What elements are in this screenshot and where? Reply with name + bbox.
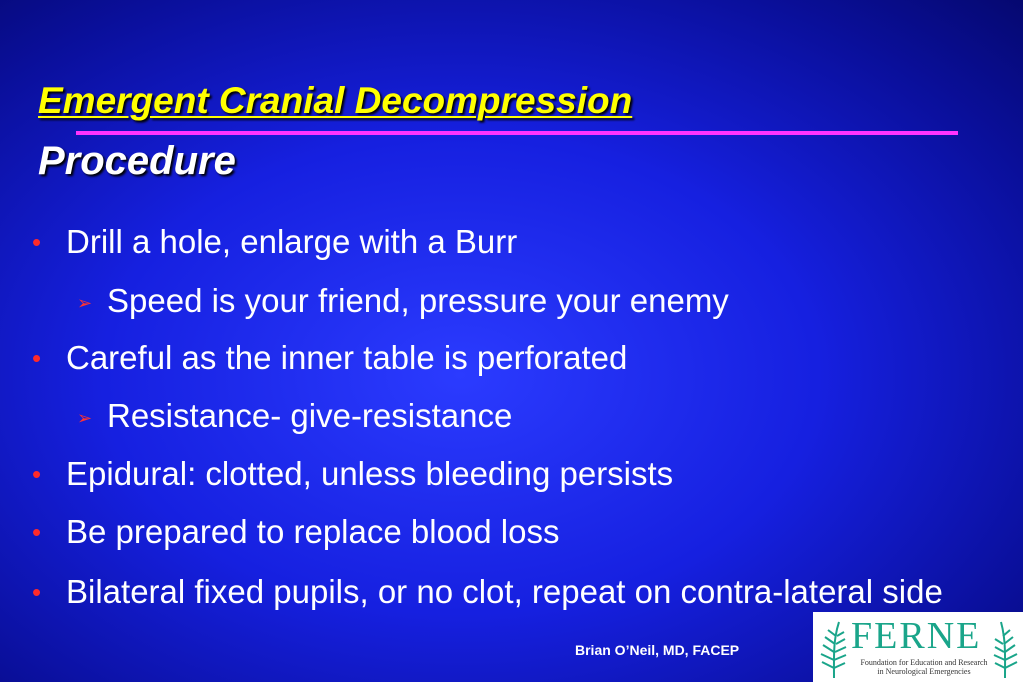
title-divider	[76, 131, 958, 135]
slide-subtitle: Procedure	[38, 139, 236, 183]
bullet-text: Epidural: clotted, unless bleeding persists	[66, 455, 674, 492]
logo-subtitle	[853, 658, 995, 676]
presenter-credit: Brian O’Neil, MD, FACEP	[575, 642, 740, 658]
bullet-marker: •	[32, 577, 42, 607]
bullet-marker: •	[32, 459, 42, 489]
bullet-item	[32, 338, 628, 378]
bullet-item	[32, 572, 986, 612]
bullet-text: Drill a hole, enlarge with a Burr	[66, 223, 518, 260]
bullet-text: Bilateral fixed pupils, or no clot, repeat on contra-lateral side	[66, 573, 943, 610]
logo-subtitle-line: Foundation for Education and Research	[860, 658, 988, 667]
arrow-bullet-icon: ➢	[77, 293, 93, 313]
fern-icon	[993, 618, 1021, 680]
sub-bullet-text: Resistance- give-resistance	[107, 397, 513, 434]
bullet-marker: •	[32, 517, 42, 547]
fern-icon	[817, 618, 851, 680]
bullet-text: Be prepared to replace blood loss	[66, 513, 560, 550]
slide-title: Emergent Cranial Decompression	[38, 80, 633, 121]
logo-subtitle-line: in Neurological Emergencies	[877, 667, 971, 676]
arrow-bullet-icon: ➢	[77, 408, 93, 428]
sub-bullet-item	[77, 281, 729, 321]
bullet-text: Careful as the inner table is perforated	[66, 339, 628, 376]
logo-wordmark: FERNE	[851, 615, 982, 657]
bullet-marker: •	[32, 343, 42, 373]
bullet-item	[32, 512, 560, 552]
sub-bullet-text: Speed is your friend, pressure your enemy	[107, 282, 729, 319]
sub-bullet-item	[77, 396, 513, 436]
ferne-logo	[813, 612, 1023, 682]
bullet-item	[32, 454, 674, 494]
bullet-marker: •	[32, 227, 42, 257]
bullet-item	[32, 222, 518, 262]
